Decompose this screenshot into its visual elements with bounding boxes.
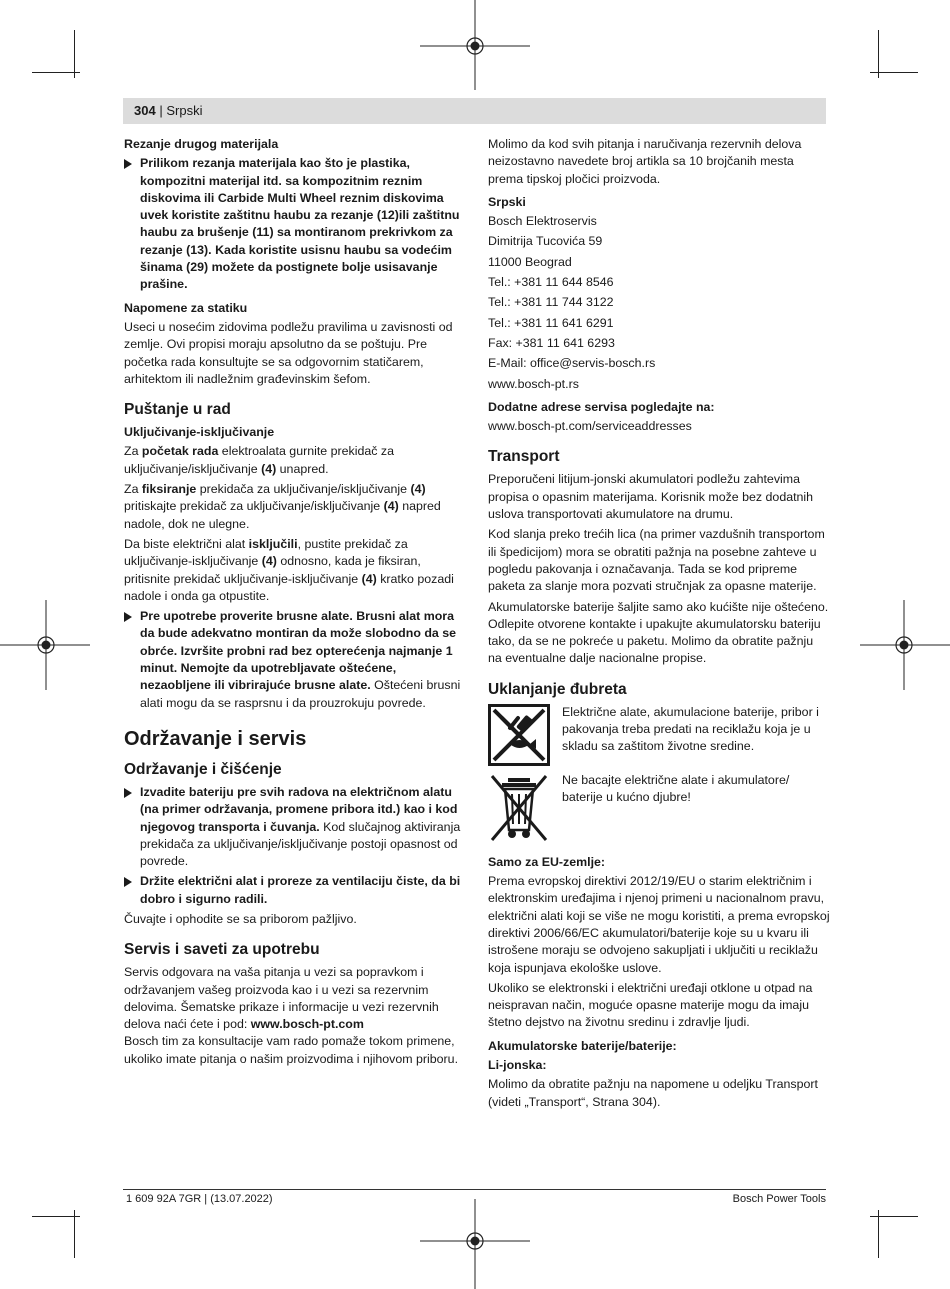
address-line: Tel.: +381 11 641 6291 bbox=[488, 315, 614, 330]
crop-mark bbox=[32, 72, 80, 73]
page-number: 304 bbox=[134, 103, 156, 118]
header-bar bbox=[123, 98, 826, 124]
liion-text: Molimo da obratite pažnju na napomene u odeljku Transport (videti „Transport“, Strana 304). bbox=[488, 1077, 818, 1109]
crossed-bin-icon bbox=[488, 772, 550, 844]
onoff-paragraph-3: Da biste električni alat isključili, pustite prekidač za uključivanje-isključivanje (4) odnosno, kada je fiksiran, pritisnite prekidač uključivanje-isključivanje (4) kratko pozadi nadole i onda ga otpustite. bbox=[124, 536, 454, 603]
disposal-heading: Uklanjanje đubreta bbox=[488, 680, 627, 698]
address-line: Tel.: +381 11 644 8546 bbox=[488, 275, 614, 290]
registration-mark-top bbox=[420, 0, 530, 90]
registration-mark-left bbox=[0, 600, 90, 690]
header-separator: | bbox=[159, 103, 163, 118]
crop-mark bbox=[32, 1216, 80, 1217]
parts-text: Molimo da kod svih pitanja i naručivanja rezervnih delova neizostavno navedete broj artikla sa 10 brojčanih mesta prema tipskoj pločici proizvoda. bbox=[488, 137, 802, 186]
startup-heading: Puštanje u rad bbox=[124, 401, 231, 419]
address-line: Bosch Elektroservis bbox=[488, 214, 597, 229]
transport-paragraph-3: Akumulatorske baterije šaljite samo ako kućište nije oštećeno. Odlepite otvorene kontakte i upakujte akumulatorsku bateriju tako, da se ne pokreće u paketu. Molimo da obratite pažnju na eventualne dalje nacionalne propise. bbox=[488, 599, 829, 666]
transport-heading: Transport bbox=[488, 448, 560, 466]
crop-mark bbox=[878, 1210, 879, 1258]
eu-heading: Samo za EU-zemlje: bbox=[488, 854, 606, 869]
cutting-bullet bbox=[124, 155, 466, 293]
eu-paragraph-1: Prema evropskoj direktivi 2012/19/EU o starim električnim i elektronskim uređajima i njenoj primeni u nacionalnom pravu, električni alati koji se više ne mogu koristiti, a prema evropskoj direktivi 2006/66/EC akumulatori/baterije koje su u kvaru ili istrošene moraju se odvojeno sakupljati i uključiti u reciklažu koja ispunjava ekološke uslove. bbox=[488, 874, 830, 975]
transport-paragraph-1: Preporučeni litijum-jonski akumulatori podležu zahtevima propisa o opasnim materijama. Korisnik može bez dodatnih uslova transportovati akumulatore na drumu. bbox=[488, 472, 814, 522]
clean-text: Čuvajte i ophodite se sa priborom pažljivo. bbox=[124, 911, 357, 926]
registration-mark-bottom bbox=[420, 1199, 530, 1289]
crop-mark bbox=[870, 72, 918, 73]
header-language: Srpski bbox=[166, 103, 203, 118]
clean-bullet-1: Izvadite bateriju pre svih radova na električnom alatu (na primer održavanja, promene pribora itd.) kao i kod njegovog transporta i čuvanja. Kod slučajnog aktiviranja prekidača za uključivanje/isključivanje postoji opasnost od povrede. bbox=[124, 784, 466, 870]
website-line[interactable]: www.bosch-pt.rs bbox=[488, 376, 579, 391]
disposal-text-1: Električne alate, akumulacione baterije, pribor i pakovanja treba predati na reciklažu koja je u skladu sa zaštitom životne sredine. bbox=[562, 704, 819, 754]
email-line[interactable]: E-Mail: office@servis-bosch.rs bbox=[488, 356, 656, 371]
right-column bbox=[488, 136, 830, 1114]
service-link[interactable]: www.bosch-pt.com bbox=[250, 1017, 364, 1032]
recycling-prohibited-icon bbox=[488, 704, 550, 766]
address-line: Fax: +381 11 641 6293 bbox=[488, 335, 615, 350]
bullet-arrow-icon bbox=[124, 877, 132, 887]
footer-doc-code: 1 609 92A 7GR | (13.07.2022) bbox=[126, 1193, 273, 1205]
footer-rule bbox=[123, 1189, 826, 1190]
service-text: Servis odgovara na vaša pitanja u vezi sa popravkom i održavanjem vašeg proizvoda kao i u vezi sa rezervnim delovima. Šematske prikaze i informacije u vezi rezervnih delova naći ćete i pod: www.bosch-pt.com bbox=[124, 965, 439, 1032]
crop-mark bbox=[878, 30, 879, 78]
more-addresses-heading: Dodatne adrese servisa pogledajte na: bbox=[488, 399, 715, 414]
crop-mark bbox=[870, 1216, 918, 1217]
cutting-bullet-text: Prilikom rezanja materijala kao što je plastika, kompozitni materijal itd. sa kompozitnim reznim diskovima ili Carbide Multi Wheel reznim diskovima uvek koristite zaštitnu haubu za rezanje (12)ili zaštitnu haubu za brušenje (11) sa montiranom prekrivkom za rezanje (13). Kada koristite usisnu haubu sa vodećim šinama (29) možete da postignete bolje usisavanje prašine. bbox=[140, 156, 460, 292]
eu-paragraph-2: Ukoliko se elektronski i električni uređaji otklone u otpad na neispravan način, moguće opasne materije mogu da imaju štetno dejstvo na životnu sredinu i zdravlje ljudi. bbox=[488, 980, 813, 1030]
maintenance-heading: Održavanje i servis bbox=[124, 727, 307, 750]
page-header bbox=[134, 103, 202, 119]
batteries-heading: Akumulatorske baterije/baterije: bbox=[488, 1038, 677, 1053]
crop-mark bbox=[74, 1210, 75, 1258]
onoff-paragraph-2: Za fiksiranje prekidača za uključivanje/isključivanje (4) pritiskajte prekidač za uključivanje/isključivanje (4) napred nadole, dok ne ulegne. bbox=[124, 482, 441, 531]
address-line: 11000 Beograd bbox=[488, 254, 572, 269]
check-tools-bullet: Pre upotrebe proverite brusne alate. Brusni alat mora da bude adekvatno montiran da može slobodno da se obrće. Izvršite probni rad bez opterećenja najmanje 1 minut. Nemojte da upotrebljavate oštećene, nezaobljene ili vibrirajuće brusne alate. Oštećeni brusni alati mogu da se rasprsnu i da prouzrokuju povrede. bbox=[124, 608, 466, 712]
recycling-row bbox=[488, 704, 830, 766]
left-column bbox=[124, 136, 466, 1071]
statics-heading: Napomene za statiku bbox=[124, 300, 248, 315]
clean-bullet-2: Držite električni alat i proreze za ventilaciju čiste, da bi dobro i sigurno radili. bbox=[124, 873, 466, 908]
cutting-heading: Rezanje drugog materijala bbox=[124, 137, 279, 151]
onoff-heading: Uključivanje-isključivanje bbox=[124, 425, 275, 440]
footer-brand: Bosch Power Tools bbox=[732, 1193, 826, 1205]
bullet-arrow-icon bbox=[124, 788, 132, 798]
registration-mark-right bbox=[860, 600, 950, 690]
cleaning-heading: Održavanje i čišćenje bbox=[124, 760, 282, 778]
country-heading: Srpski bbox=[488, 194, 526, 209]
crop-mark bbox=[74, 30, 75, 78]
more-addresses-link[interactable]: www.bosch-pt.com/serviceaddresses bbox=[488, 419, 692, 434]
liion-heading: Li-jonska: bbox=[488, 1057, 547, 1072]
service-heading: Servis i saveti za upotrebu bbox=[124, 941, 320, 959]
service-consult-text: Bosch tim za konsultacije vam rado pomaže tokom primene, ukoliko imate pitanja o našim proizvodima i njihovom priboru. bbox=[124, 1034, 459, 1066]
transport-paragraph-2: Kod slanja preko trećih lica (na primer vazdušnih transportom ili špedicijom) mora se obratiti pažnja na posebne zahteve u pogledu pakovanja i označavanja. Tada se kod pripreme paketa za slanje mora pozvati stručnjak za opasne materije. bbox=[488, 527, 825, 594]
address-line: Dimitrija Tucovića 59 bbox=[488, 234, 603, 249]
disposal-text-2: Ne bacajte električne alate i akumulatore/ baterije u kućno djubre! bbox=[562, 772, 790, 805]
service-address bbox=[488, 213, 830, 393]
wheelie-bin-row bbox=[488, 772, 830, 844]
statics-text: Useci u nosećim zidovima podležu pravilima u zavisnosti od zemlje. Ovi propisi moraju apsolutno da se poštuju. Pre početka rada konsultujte se sa odgovornim statičarem, arhitektom ili nadležnim građevinskim šefom. bbox=[124, 319, 453, 386]
onoff-paragraph-1: Za početak rada elektroalata gurnite prekidač za uključivanje/isključivanje (4) unapred. bbox=[124, 444, 394, 476]
address-line: Tel.: +381 11 744 3122 bbox=[488, 295, 614, 310]
bullet-arrow-icon bbox=[124, 612, 132, 622]
bullet-arrow-icon bbox=[124, 159, 132, 169]
